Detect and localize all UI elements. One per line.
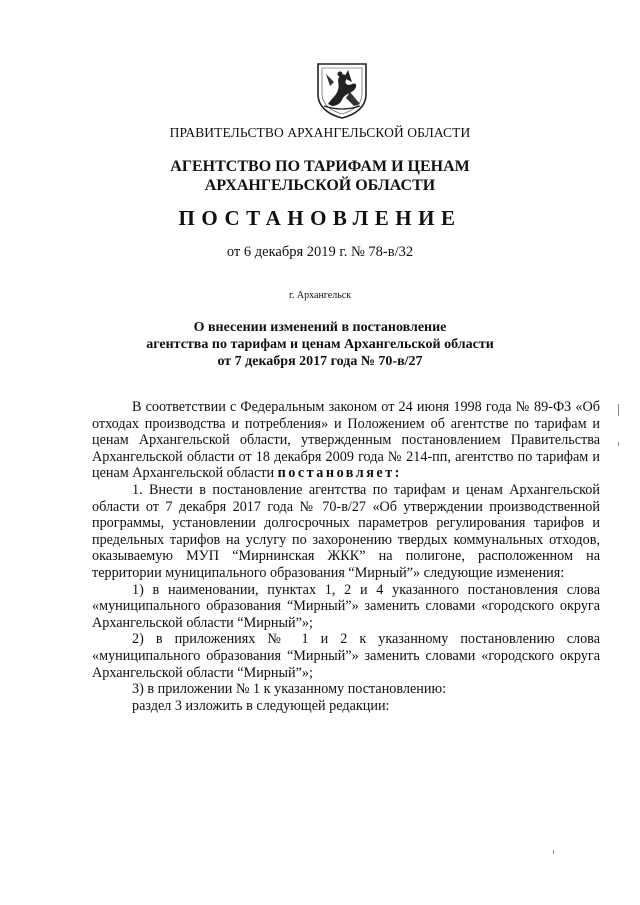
document-title: [0, 319, 640, 370]
document-body: [92, 399, 600, 714]
agency-name-line2: АРХАНГЕЛЬСКОЙ ОБЛАСТИ: [204, 177, 436, 194]
document-date-number: от 6 декабря 2019 г. № 78-в/32: [226, 244, 414, 260]
title-line3: от 7 декабря 2017 года № 70-в/27: [217, 354, 423, 369]
subitem-2-paragraph: 2) в приложениях № 1 и 2 к указанному постановлению слова «муниципального образования “Мирный”» заменить словами «городского округа Архангельской области “Мирный”»;: [92, 631, 600, 681]
subitem-3-paragraph: 3) в приложении № 1 к указанному постановлению:: [132, 681, 447, 698]
scan-artifact: [618, 404, 619, 416]
document-city: г. Архангельск: [288, 290, 352, 301]
scan-artifact: [553, 850, 554, 854]
item-1-paragraph: 1. Внести в постановление агентства по тарифам и ценам Архангельской области от 7 декабря 2017 года № 70-в/27 «Об утверждении производственной программы, установлении долгосрочных параметров регулирования тарифов и предельных тарифов на услугу по захоронению твердых коммунальных отходов, оказываемую МУП “Мирнинская ЖКК” на полигоне, расположенном на территории муниципального образования “Мирный”» следующие изменения:: [92, 481, 600, 581]
agency-name-line1: АГЕНТСТВО ПО ТАРИФАМ И ЦЕНАМ: [170, 158, 470, 175]
preamble-paragraph: [92, 399, 600, 482]
preamble-text: В соответствии с Федеральным законом от 24 июня 1998 года № 89-ФЗ «Об отходах производства и потребления» и Положением об агентстве по тарифам и ценам Архангельской области, утвержденным постановлением Правительства Архангельской области от 18 декабря 2009 года № 214-пп, агентство по тарифам и ценам Архангельской области: [92, 399, 600, 482]
government-name: ПРАВИТЕЛЬСТВО АРХАНГЕЛЬСКОЙ ОБЛАСТИ: [169, 125, 471, 140]
coat-of-arms-icon: [314, 60, 370, 120]
resolves-word: постановляет:: [277, 465, 402, 482]
subitem-3-text-paragraph: раздел 3 изложить в следующей редакции:: [132, 697, 390, 714]
subitem-1-paragraph: 1) в наименовании, пунктах 1, 2 и 4 указанного постановления слова «муниципального образования “Мирный”» заменить словами «городского округа Архангельской области “Мирный”»;: [92, 581, 600, 631]
title-line1: О внесении изменений в постановление: [193, 320, 447, 335]
title-line2: агентства по тарифам и ценам Архангельской области: [146, 337, 494, 352]
agency-name: [0, 157, 640, 195]
document-type: ПОСТАНОВЛЕНИЕ: [178, 206, 462, 230]
scan-artifact: [618, 442, 619, 446]
